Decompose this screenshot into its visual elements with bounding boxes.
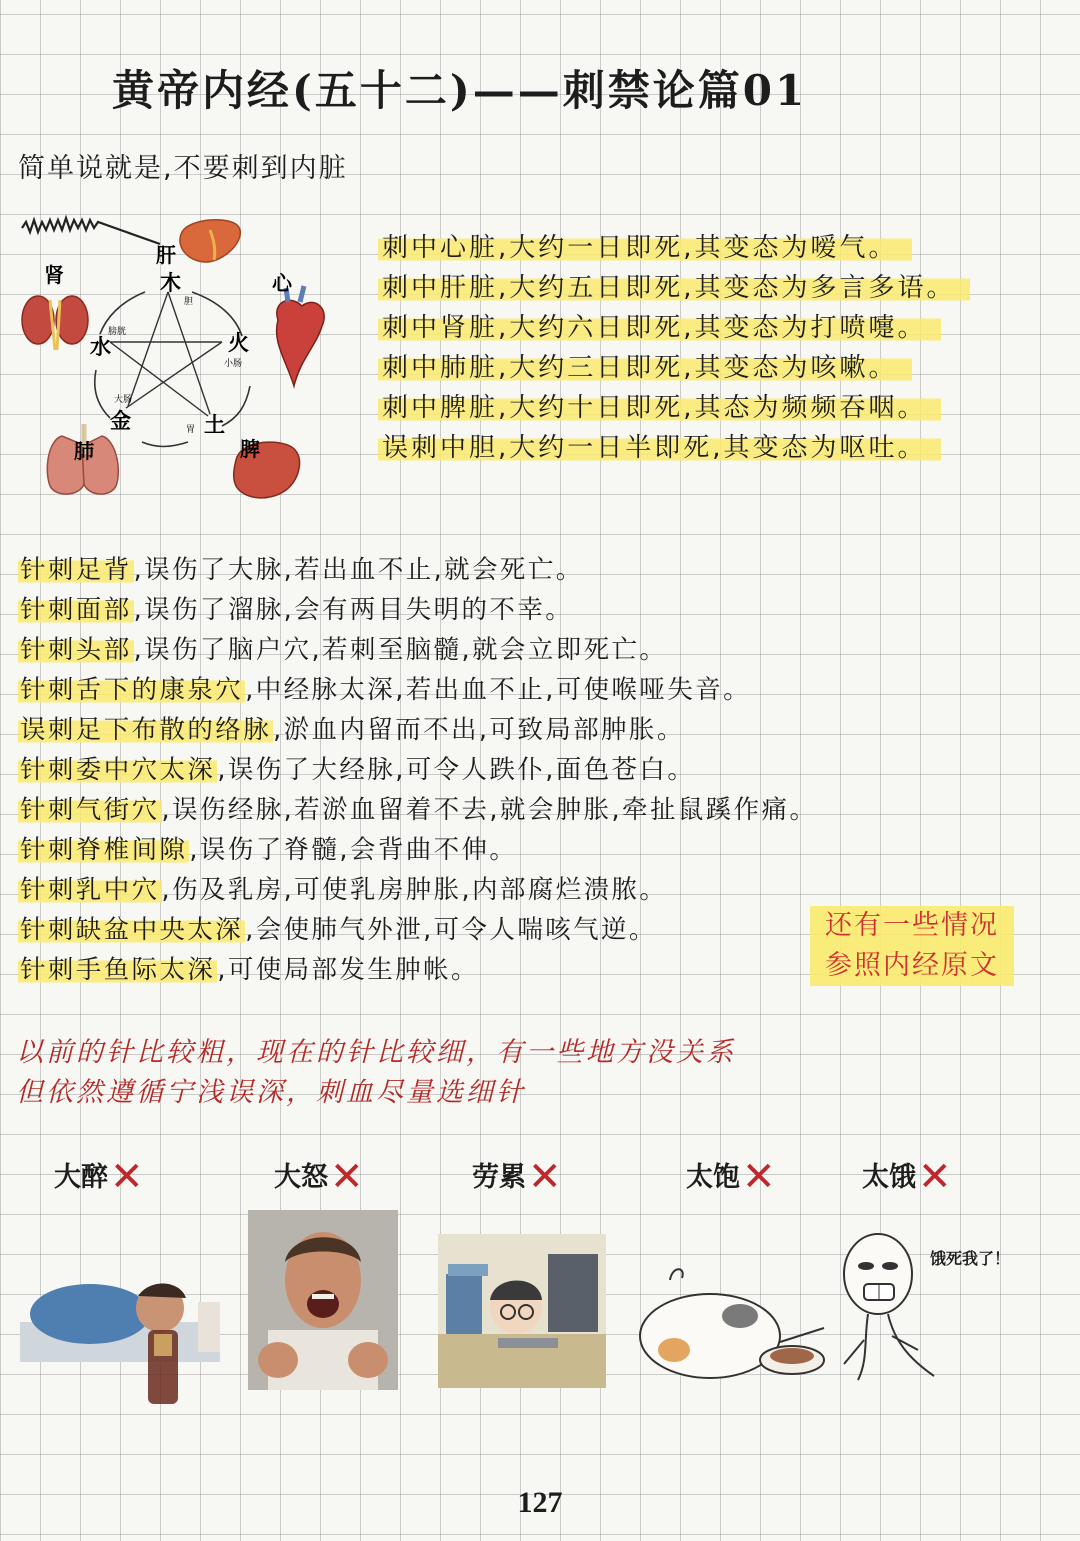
fire-label: 火 <box>228 331 249 355</box>
list-item: 针刺气街穴,误伤经脉,若淤血留着不去,就会肿胀,牵扯鼠蹊作痛。 <box>20 795 818 825</box>
heart-label: 心 <box>272 271 292 295</box>
spleen-label: 脾 <box>240 437 260 461</box>
cross-icon: ✕ <box>918 1154 952 1200</box>
organ-puncture-list <box>378 228 970 468</box>
five-elements-diagram <box>10 210 350 510</box>
side-note: 还有一些情况 参照内经原文 <box>810 906 1014 986</box>
condition-angry: 大怒✕ <box>274 1154 364 1200</box>
list-item: 误刺中胆,大约一日半即死,其变态为呕吐。 <box>378 428 970 468</box>
cross-icon: ✕ <box>330 1154 364 1200</box>
condition-tired: 劳累✕ <box>472 1154 562 1200</box>
liver-label: 肝 <box>156 243 176 267</box>
needle-caution-list <box>18 550 817 990</box>
list-item: 针刺舌下的康泉穴,中经脉太深,若出血不止,可使喉哑失音。 <box>20 675 752 705</box>
earth-label: 土 <box>204 413 225 437</box>
list-item: 针刺脊椎间隙,误伤了脊髓,会背曲不伸。 <box>20 835 518 865</box>
water-label: 水 <box>90 335 111 359</box>
gallbladder-label: 胆 <box>184 297 194 307</box>
list-item: 针刺乳中穴,伤及乳房,可使乳房肿胀,内部腐烂溃脓。 <box>20 875 668 905</box>
list-item: 误刺足下布散的络脉,淤血内留而不出,可致局部肿胀。 <box>20 715 685 745</box>
large-intestine-label: 大肠 <box>114 395 133 405</box>
tired-worker-illustration <box>438 1234 606 1388</box>
list-item: 刺中肺脏,大约三日即死,其变态为咳嗽。 <box>378 348 970 388</box>
red-note-line: 以前的针比较粗，现在的针比较细，有一些地方没关系 <box>16 1037 736 1068</box>
wood-label: 木 <box>160 271 181 295</box>
lung-label: 肺 <box>74 439 94 463</box>
list-item: 刺中脾脏,大约十日即死,其态为频频吞咽。 <box>378 388 970 428</box>
angry-man-photo <box>248 1210 398 1390</box>
list-item: 针刺缺盆中央太深,会使肺气外泄,可令人喘咳气逆。 <box>20 915 657 945</box>
metal-label: 金 <box>110 409 131 433</box>
drunk-man-illustration <box>20 1262 230 1412</box>
bladder-label: 膀胱 <box>108 327 127 337</box>
speech-bubble: 饿死我了！ <box>930 1249 1011 1268</box>
squiggle-line <box>22 218 160 244</box>
kidney-label: 肾 <box>44 263 64 287</box>
list-item: 针刺委中穴太深,误伤了大经脉,可令人跌仆,面色苍白。 <box>20 755 696 785</box>
condition-hungry: 太饿✕ <box>862 1154 952 1200</box>
page-title: 黄帝内经(五十二)——刺禁论篇01 <box>112 66 808 115</box>
cross-icon: ✕ <box>528 1154 562 1200</box>
list-item: 针刺手鱼际太深,可使局部发生肿帐。 <box>20 955 479 985</box>
list-item: 刺中肾脏,大约六日即死,其变态为打喷嚏。 <box>378 308 970 348</box>
page-number: 127 <box>517 1486 563 1519</box>
red-note-line: 但依然遵循宁浅误深，刺血尽量选细针 <box>16 1077 526 1108</box>
cross-icon: ✕ <box>110 1154 144 1200</box>
cross-icon: ✕ <box>742 1154 776 1200</box>
list-item: 刺中肝脏,大约五日即死,其变态为多言多语。 <box>378 268 970 308</box>
small-intestine-label: 小肠 <box>224 359 243 369</box>
condition-drunk: 大醉✕ <box>54 1154 144 1200</box>
list-item: 针刺头部,误伤了脑户穴,若刺至脑髓,就会立即死亡。 <box>20 635 668 665</box>
kidney-icon <box>22 296 88 350</box>
subtitle: 简单说就是,不要刺到内脏 <box>18 153 348 184</box>
list-item: 针刺足背,误伤了大脉,若出血不止,就会死亡。 <box>20 555 584 585</box>
stomach-label: 胃 <box>186 425 196 435</box>
condition-full: 太饱✕ <box>686 1154 776 1200</box>
list-item: 针刺面部,误伤了溜脉,会有两目失明的不幸。 <box>20 595 574 625</box>
heart-icon <box>277 286 325 386</box>
list-item: 刺中心脏,大约一日即死,其变态为嗳气。 <box>378 228 970 268</box>
liver-icon <box>180 220 240 262</box>
full-cat-illustration <box>630 1256 826 1388</box>
